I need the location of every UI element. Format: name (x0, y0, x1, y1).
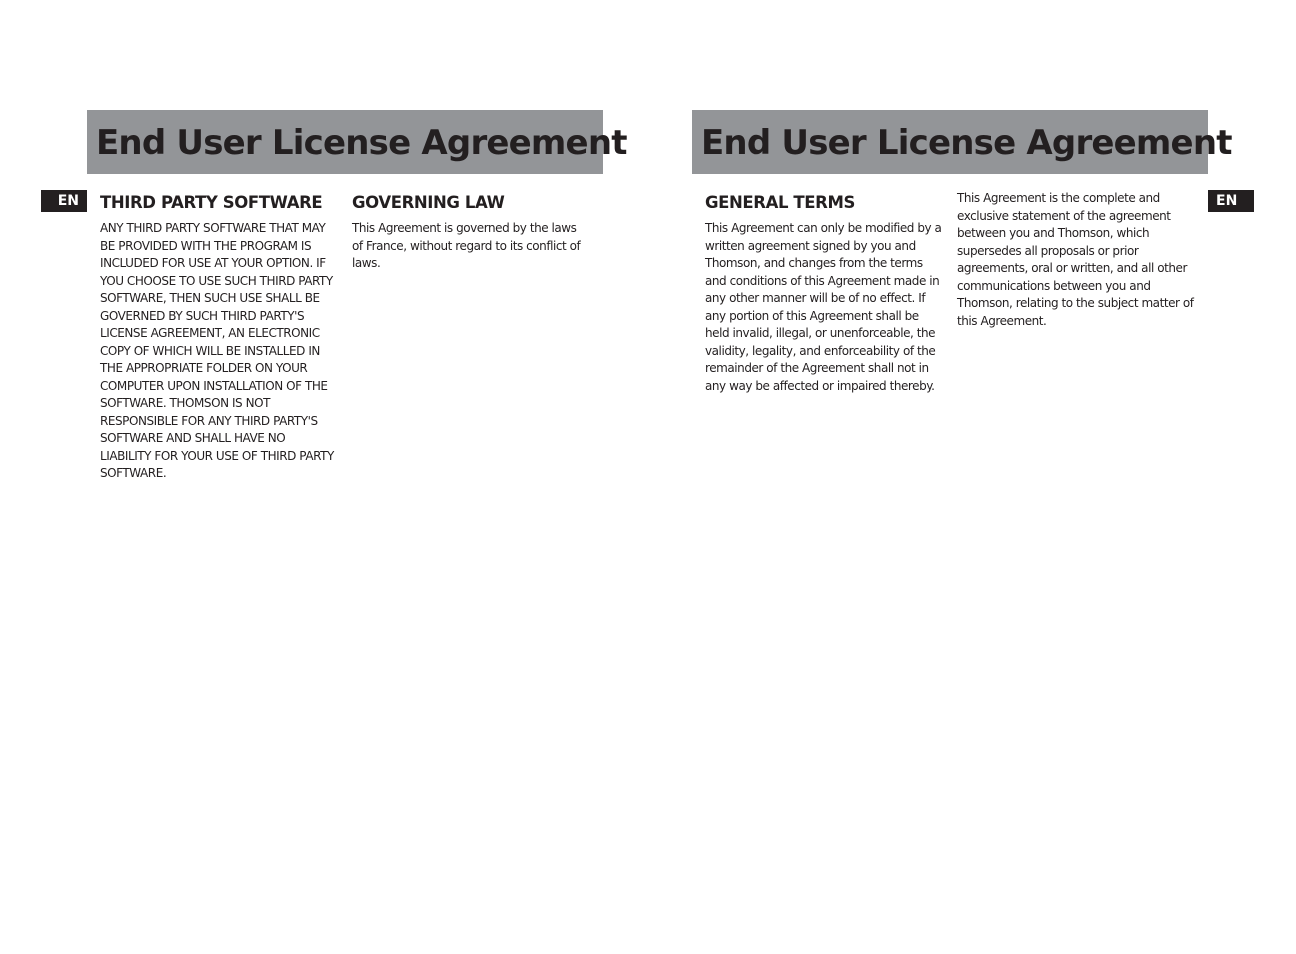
right-language-tab: EN (1208, 190, 1254, 212)
section-body: ANY THIRD PARTY SOFTWARE THAT MAY BE PROVIDED WITH THE PROGRAM IS INCLUDED FOR USE AT YOUR OPTION. IF YOU CHOOSE TO USE SUCH THIRD PARTY SOFTWARE, THEN SUCH USE SHALL BE GOVERNED BY SUCH THIRD PARTY'S LICENSE AGREEMENT, AN ELECTRONIC COPY OF WHICH WILL BE INSTALLED IN THE APPROPRIATE FOLDER ON YOUR COMPUTER UPON INSTALLATION OF THE SOFTWARE. THOMSON IS NOT RESPONSIBLE FOR ANY THIRD PARTY'S SOFTWARE AND SHALL HAVE NO LIABILITY FOR YOUR USE OF THIRD PARTY SOFTWARE. (100, 221, 334, 480)
governing-law-section (352, 192, 590, 273)
section-body: This Agreement is the complete and exclusive statement of the agreement between you and Thomson, which supersedes all proposals or prior agreements, oral or written, and all other communications between you and Thomson, relating to the subject matter of this Agreement. (957, 191, 1194, 328)
section-body: This Agreement can only be modified by a written agreement signed by you and Thomson, and changes from the terms and conditions of this Agreement made in any other manner will be of no effect. If any portion of this Agreement shall be held invalid, illegal, or unenforceable, the validity, legality, and enforceability of the remainder of the Agreement shall not in any way be affected or impaired thereby. (705, 221, 942, 393)
section-body: This Agreement is governed by the laws of France, without regard to its conflict of laws. (352, 221, 581, 270)
general-terms-section (705, 192, 943, 395)
right-page-title-banner (692, 110, 1232, 174)
left-page-title-banner (87, 110, 627, 174)
third-party-software-section (100, 192, 338, 483)
section-heading: THIRD PARTY SOFTWARE (100, 193, 323, 212)
right-page-title: End User License Agreement (701, 123, 1232, 163)
left-page-title: End User License Agreement (96, 123, 627, 163)
section-heading: GENERAL TERMS (705, 193, 855, 212)
general-terms-continued-section (957, 190, 1195, 330)
section-heading: GOVERNING LAW (352, 193, 505, 212)
left-language-tab: EN (41, 190, 87, 212)
